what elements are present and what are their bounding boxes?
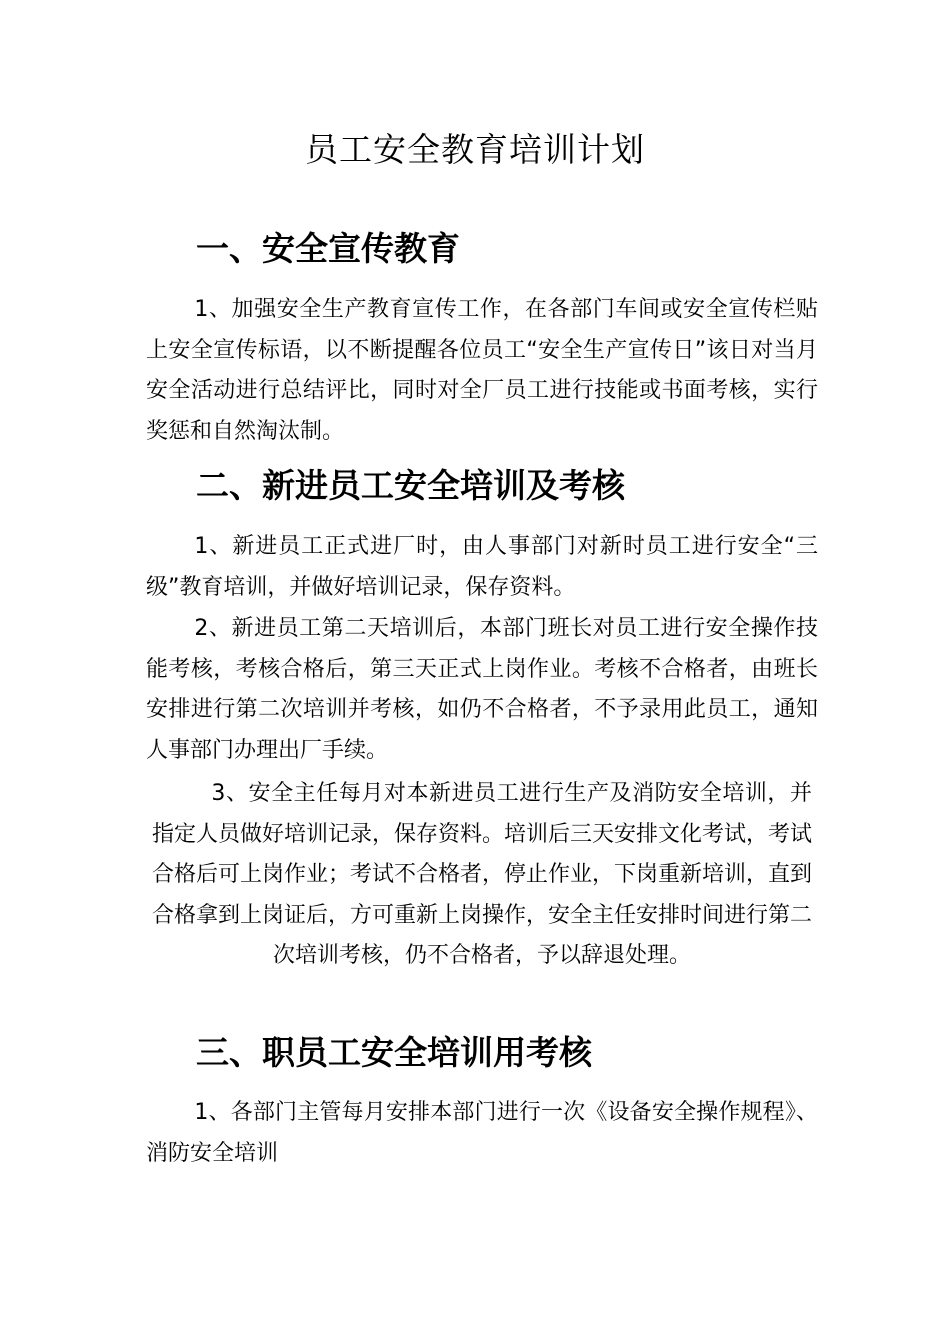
section-3-paragraph-1: 1、各部门主管每月安排本部门进行一次《设备安全操作规程》、消防安全培训 (146, 1100, 818, 1166)
section-heading-2: 二、新进员工安全培训及考核 (196, 466, 625, 505)
section-heading-1: 一、安全宣传教育 (196, 229, 460, 268)
document-title: 员工安全教育培训计划 (305, 130, 645, 169)
section-2-paragraph-1: 1、新进员工正式进厂时，由人事部门对新时员工进行安全“三级”教育培训，并做好培训记录，保存资料。 (146, 534, 818, 600)
section-2-paragraph-3: 3、安全主任每月对本新进员工进行生产及消防安全培训，并指定人员做好培训记录，保存资料。培训后三天安排文化考试，考试合格后可上岗作业；考试不合格者，停止作业，下岗重新培训，直到合格拿到上岗证后，方可重新上岗操作，安全主任安排时间进行第二次培训考核，仍不合格者，予以辞退处理。 (152, 781, 813, 969)
section-heading-3: 三、职员工安全培训用考核 (196, 1033, 592, 1072)
section-1-paragraph-1: 1、加强安全生产教育宣传工作，在各部门车间或安全宣传栏贴上安全宣传标语，以不断提醒各位员工“安全生产宣传日”该日对当月安全活动进行总结评比，同时对全厂员工进行技能或书面考核，实行奖惩和自然淘汰制。 (146, 297, 818, 444)
section-2-paragraph-2: 2、新进员工第二天培训后，本部门班长对员工进行安全操作技能考核，考核合格后，第三天正式上岗作业。考核不合格者，由班长安排进行第二次培训并考核，如仍不合格者，不予录用此员工，通知人事部门办理出厂手续。 (146, 616, 818, 763)
